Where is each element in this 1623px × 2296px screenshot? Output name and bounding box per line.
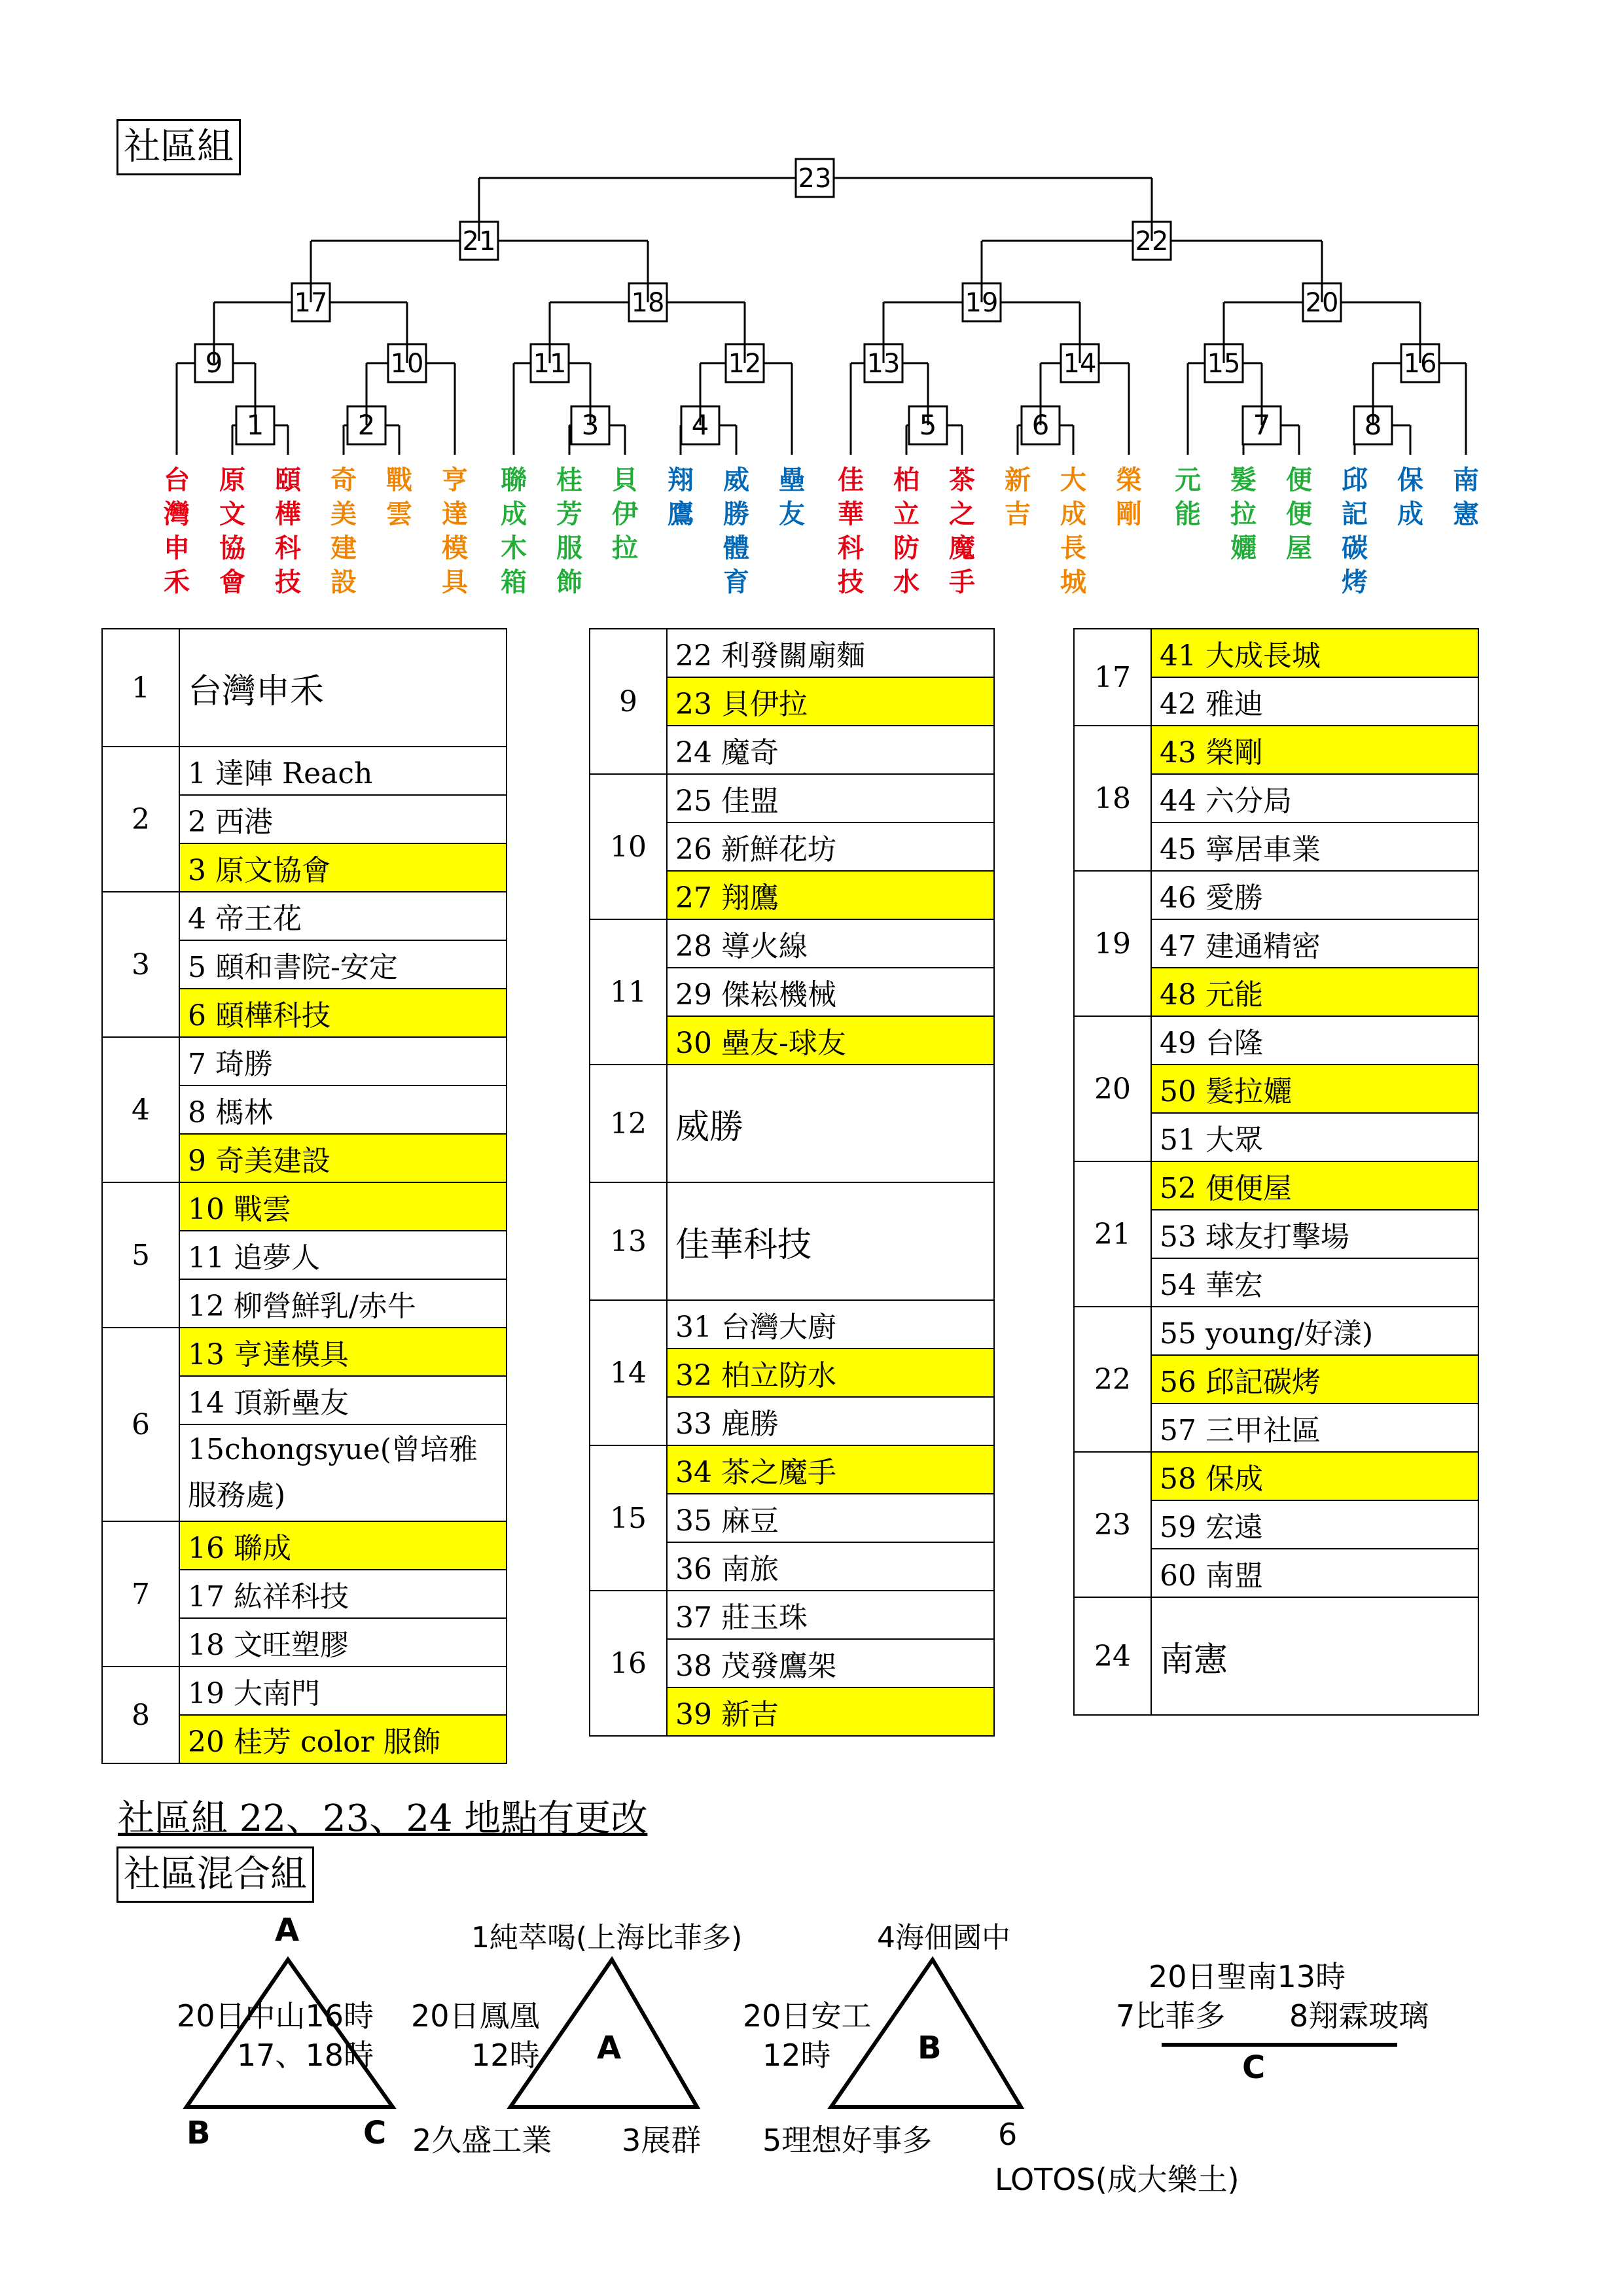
team-entry: 34 茶之魔手 [667, 1445, 994, 1494]
team-entry: 台灣申禾 [179, 629, 507, 747]
team-entry: 37 莊玉珠 [667, 1591, 994, 1639]
team-entry: 38 茂發鷹架 [667, 1639, 994, 1687]
team-entry: 46 愛勝 [1151, 871, 1478, 919]
group-number: 14 [590, 1300, 667, 1445]
bracket-match-number: 14 [1063, 349, 1097, 379]
tri3-bottom-left-team: 5理想好事多 [762, 2123, 933, 2158]
team-entry: 31 台灣大廚 [667, 1300, 994, 1349]
group-number: 23 [1074, 1452, 1151, 1597]
bracket-team-name: 原文協會 [219, 465, 245, 597]
team-entry: 16 聯成 [179, 1521, 507, 1570]
table-row [1074, 871, 1478, 919]
bracket-match-number: 6 [1031, 409, 1050, 441]
bracket-match-number: 16 [1403, 349, 1437, 379]
team-entry: 24 魔奇 [667, 726, 994, 774]
team-entry: 12 柳營鮮乳/赤牛 [179, 1279, 507, 1328]
table-row [102, 1182, 507, 1231]
group-number: 11 [590, 919, 667, 1065]
group-number: 5 [102, 1182, 179, 1328]
team-entry: 47 建通精密 [1151, 919, 1478, 968]
bracket-match-number: 8 [1364, 409, 1382, 441]
group-number: 22 [1074, 1307, 1151, 1452]
table-row [1074, 1161, 1478, 1210]
team-entry: 6 頤樺科技 [179, 989, 507, 1037]
team-entry: 15chongsyue(曾培雅服務處) [179, 1424, 507, 1521]
team-entry: 48 元能 [1151, 968, 1478, 1016]
table-row [1074, 1016, 1478, 1065]
team-entry: 28 導火線 [667, 919, 994, 968]
section-title-community: 社區組 [116, 119, 241, 175]
group-c-team-left: 7比菲多 [1116, 1998, 1226, 2034]
group-number: 18 [1074, 726, 1151, 871]
team-entry: 14 頂新壘友 [179, 1376, 507, 1424]
tri1-top-label: A [275, 1912, 300, 1949]
table-row [102, 1521, 507, 1570]
bracket-match-number: 1 [246, 409, 264, 441]
tri1-times: 17、18時 [237, 2038, 374, 2073]
bracket-match-number: 18 [631, 288, 665, 318]
team-entry: 9 奇美建設 [179, 1134, 507, 1182]
table-row [590, 919, 994, 968]
group-number: 4 [102, 1037, 179, 1182]
team-entry: 1 達陣 Reach [179, 747, 507, 795]
tri1-bottom-right-label: C [363, 2115, 387, 2151]
bracket-team-name: 榮剛 [1116, 465, 1142, 529]
team-entry: 18 文旺塑膠 [179, 1618, 507, 1667]
team-entry: 4 帝王花 [179, 892, 507, 940]
bracket-match-number: 13 [866, 349, 901, 379]
table-row [590, 1591, 994, 1639]
tri3-venue: 20日安工 [743, 1998, 872, 2034]
team-entry: 威勝 [667, 1065, 994, 1182]
group-table-1 [101, 628, 507, 1764]
team-entry: 43 榮剛 [1151, 726, 1478, 774]
team-entry: 44 六分局 [1151, 774, 1478, 822]
tri2-top-team: 1純萃喝(上海比菲多) [471, 1921, 743, 1954]
team-entry: 32 柏立防水 [667, 1349, 994, 1397]
group-table-2 [589, 628, 995, 1737]
bracket-match-number: 22 [1135, 226, 1169, 256]
table-row [1074, 629, 1478, 677]
table-row [102, 892, 507, 940]
tri3-top-team: 4海佃國中 [877, 1921, 1010, 1954]
mixed-group-diagrams [0, 1898, 1623, 2264]
team-entry: 佳華科技 [667, 1182, 994, 1300]
group-number: 3 [102, 892, 179, 1037]
table-row [590, 774, 994, 822]
team-entry: 7 琦勝 [179, 1037, 507, 1086]
group-number: 19 [1074, 871, 1151, 1016]
group-number: 6 [102, 1328, 179, 1521]
bracket-match-number: 21 [462, 226, 496, 256]
group-c-team-right: 8翔霖玻璃 [1289, 1998, 1429, 2034]
bracket-team-name: 威勝體育 [723, 465, 749, 597]
table-row [102, 747, 507, 795]
team-entry: 27 翔鷹 [667, 871, 994, 919]
tri1-bottom-left-label: B [187, 2115, 211, 2151]
table-row [102, 1328, 507, 1376]
tri2-bottom-right-team: 3展群 [622, 2123, 702, 2158]
team-entry: 36 南旅 [667, 1542, 994, 1591]
team-entry: 54 華宏 [1151, 1258, 1478, 1307]
group-number: 1 [102, 629, 179, 747]
group-number: 10 [590, 774, 667, 919]
team-entry: 59 宏遠 [1151, 1500, 1478, 1549]
bracket-match-number: 11 [533, 349, 567, 379]
team-entry: 29 傑崧機械 [667, 968, 994, 1016]
team-entry: 南憲 [1151, 1597, 1478, 1715]
tri2-bottom-left-team: 2久盛工業 [412, 2123, 552, 2158]
group-number: 20 [1074, 1016, 1151, 1161]
table-row [1074, 1597, 1478, 1715]
tri3-center-label: B [918, 2030, 942, 2066]
bracket-match-number: 9 [205, 347, 223, 379]
group-number: 7 [102, 1521, 179, 1667]
table-row [590, 1182, 994, 1300]
table-row [1074, 1452, 1478, 1500]
bracket-match-number: 12 [728, 349, 762, 379]
team-entry: 50 髮拉孋 [1151, 1065, 1478, 1113]
tri2-center-label: A [597, 2030, 622, 2066]
table-row [1074, 1307, 1478, 1355]
bracket-match-number: 23 [798, 164, 832, 194]
tri2-time: 12時 [471, 2038, 540, 2073]
team-entry: 26 新鮮花坊 [667, 822, 994, 871]
group-number: 17 [1074, 629, 1151, 726]
group-number: 13 [590, 1182, 667, 1300]
team-entry: 55 young/好漾) [1151, 1307, 1478, 1355]
bracket-match-number: 17 [294, 288, 328, 318]
tri3-bottom-right-team: LOTOS(成大樂土) [995, 2162, 1240, 2197]
team-entry: 30 壘友-球友 [667, 1016, 994, 1065]
team-entry: 33 鹿勝 [667, 1397, 994, 1445]
team-entry: 52 便便屋 [1151, 1161, 1478, 1210]
bracket-team-name: 便便屋 [1286, 465, 1312, 563]
team-entry: 3 原文協會 [179, 843, 507, 892]
group-number: 15 [590, 1445, 667, 1591]
bracket-match-number: 20 [1305, 288, 1339, 318]
bracket-team-name: 南憲 [1453, 465, 1479, 529]
group-number: 12 [590, 1065, 667, 1182]
bracket-team-name: 茶之魔手 [949, 465, 975, 597]
team-entry: 56 邱記碳烤 [1151, 1355, 1478, 1404]
bracket-team-name: 柏立防水 [893, 465, 919, 597]
team-entry: 10 戰雲 [179, 1182, 507, 1231]
team-entry: 51 大眾 [1151, 1113, 1478, 1161]
venue-change-note: 社區組 22、23、24 地點有更改 [118, 1797, 648, 1840]
bracket-team-name: 保成 [1397, 465, 1423, 529]
table-row [590, 1445, 994, 1494]
group-number: 16 [590, 1591, 667, 1736]
team-entry: 13 亨達模具 [179, 1328, 507, 1376]
table-row [102, 1037, 507, 1086]
tri1-venue-time: 20日中山16時 [177, 1998, 374, 2034]
bracket-match-number: 10 [390, 349, 424, 379]
team-entry: 42 雅迪 [1151, 677, 1478, 726]
team-entry: 17 紘祥科技 [179, 1570, 507, 1618]
team-entry: 49 台隆 [1151, 1016, 1478, 1065]
bracket-team-name: 亨達模具 [442, 465, 468, 597]
bracket-match-number: 15 [1207, 349, 1241, 379]
team-entry: 23 貝伊拉 [667, 677, 994, 726]
group-c-venue-time: 20日聖南13時 [1149, 1959, 1346, 1994]
bracket-team-name: 大成長城 [1060, 465, 1086, 597]
team-entry: 39 新吉 [667, 1687, 994, 1736]
team-entry: 19 大南門 [179, 1667, 507, 1715]
bracket-team-name: 壘友 [779, 465, 805, 529]
bracket-match-number: 4 [691, 409, 709, 441]
tri3-time: 12時 [762, 2038, 831, 2073]
bracket-team-name: 戰雲 [386, 465, 412, 529]
table-row [590, 1300, 994, 1349]
bracket-match-number: 5 [919, 409, 937, 441]
group-number: 9 [590, 629, 667, 774]
bracket-team-name: 頤樺科技 [275, 465, 301, 597]
bracket-match-number: 19 [965, 288, 999, 318]
bracket-match-number: 2 [357, 409, 376, 441]
tri2-venue: 20日鳳凰 [411, 1998, 540, 2034]
bracket-team-name: 元能 [1175, 465, 1201, 529]
team-entry: 11 追夢人 [179, 1231, 507, 1279]
table-row [102, 1667, 507, 1715]
team-entry: 41 大成長城 [1151, 629, 1478, 677]
bracket-team-name: 翔鷹 [668, 465, 694, 529]
group-number: 24 [1074, 1597, 1151, 1715]
table-row [1074, 726, 1478, 774]
team-entry: 25 佳盟 [667, 774, 994, 822]
team-entry: 57 三甲社區 [1151, 1404, 1478, 1452]
group-table-3 [1073, 628, 1479, 1716]
team-entry: 45 寧居車業 [1151, 822, 1478, 871]
bracket-team-name: 新吉 [1005, 465, 1031, 529]
bracket-team-name: 聯成木箱 [501, 465, 527, 597]
team-entry: 35 麻豆 [667, 1494, 994, 1542]
bracket-team-name: 台灣申禾 [164, 465, 190, 597]
group-number: 8 [102, 1667, 179, 1763]
group-c-label: C [1242, 2049, 1266, 2086]
team-entry: 58 保成 [1151, 1452, 1478, 1500]
bracket-team-name: 貝伊拉 [612, 465, 638, 563]
table-row [590, 629, 994, 677]
team-entry: 2 西港 [179, 795, 507, 843]
team-entry: 5 頤和書院-安定 [179, 940, 507, 989]
team-entry: 22 利發關廟麵 [667, 629, 994, 677]
bracket-match-number: 7 [1253, 409, 1271, 441]
team-entry: 20 桂芳 color 服飾 [179, 1715, 507, 1763]
bracket-team-name: 佳華科技 [838, 465, 864, 597]
tri3-bottom-right-number: 6 [998, 2117, 1018, 2152]
bracket-team-name: 桂芳服飾 [556, 465, 582, 597]
table-row [590, 1065, 994, 1182]
team-entry: 60 南盟 [1151, 1549, 1478, 1597]
bracket-match-number: 3 [581, 409, 599, 441]
group-number: 21 [1074, 1161, 1151, 1307]
group-number: 2 [102, 747, 179, 892]
bracket-team-name: 髮拉孋 [1230, 465, 1257, 563]
team-entry: 53 球友打擊場 [1151, 1210, 1478, 1258]
table-row [102, 629, 507, 747]
bracket-team-name: 邱記碳烤 [1342, 465, 1368, 597]
team-entry: 8 榪林 [179, 1086, 507, 1134]
section-title-community-mixed: 社區混合組 [116, 1846, 314, 1903]
bracket-team-name: 奇美建設 [330, 465, 357, 597]
